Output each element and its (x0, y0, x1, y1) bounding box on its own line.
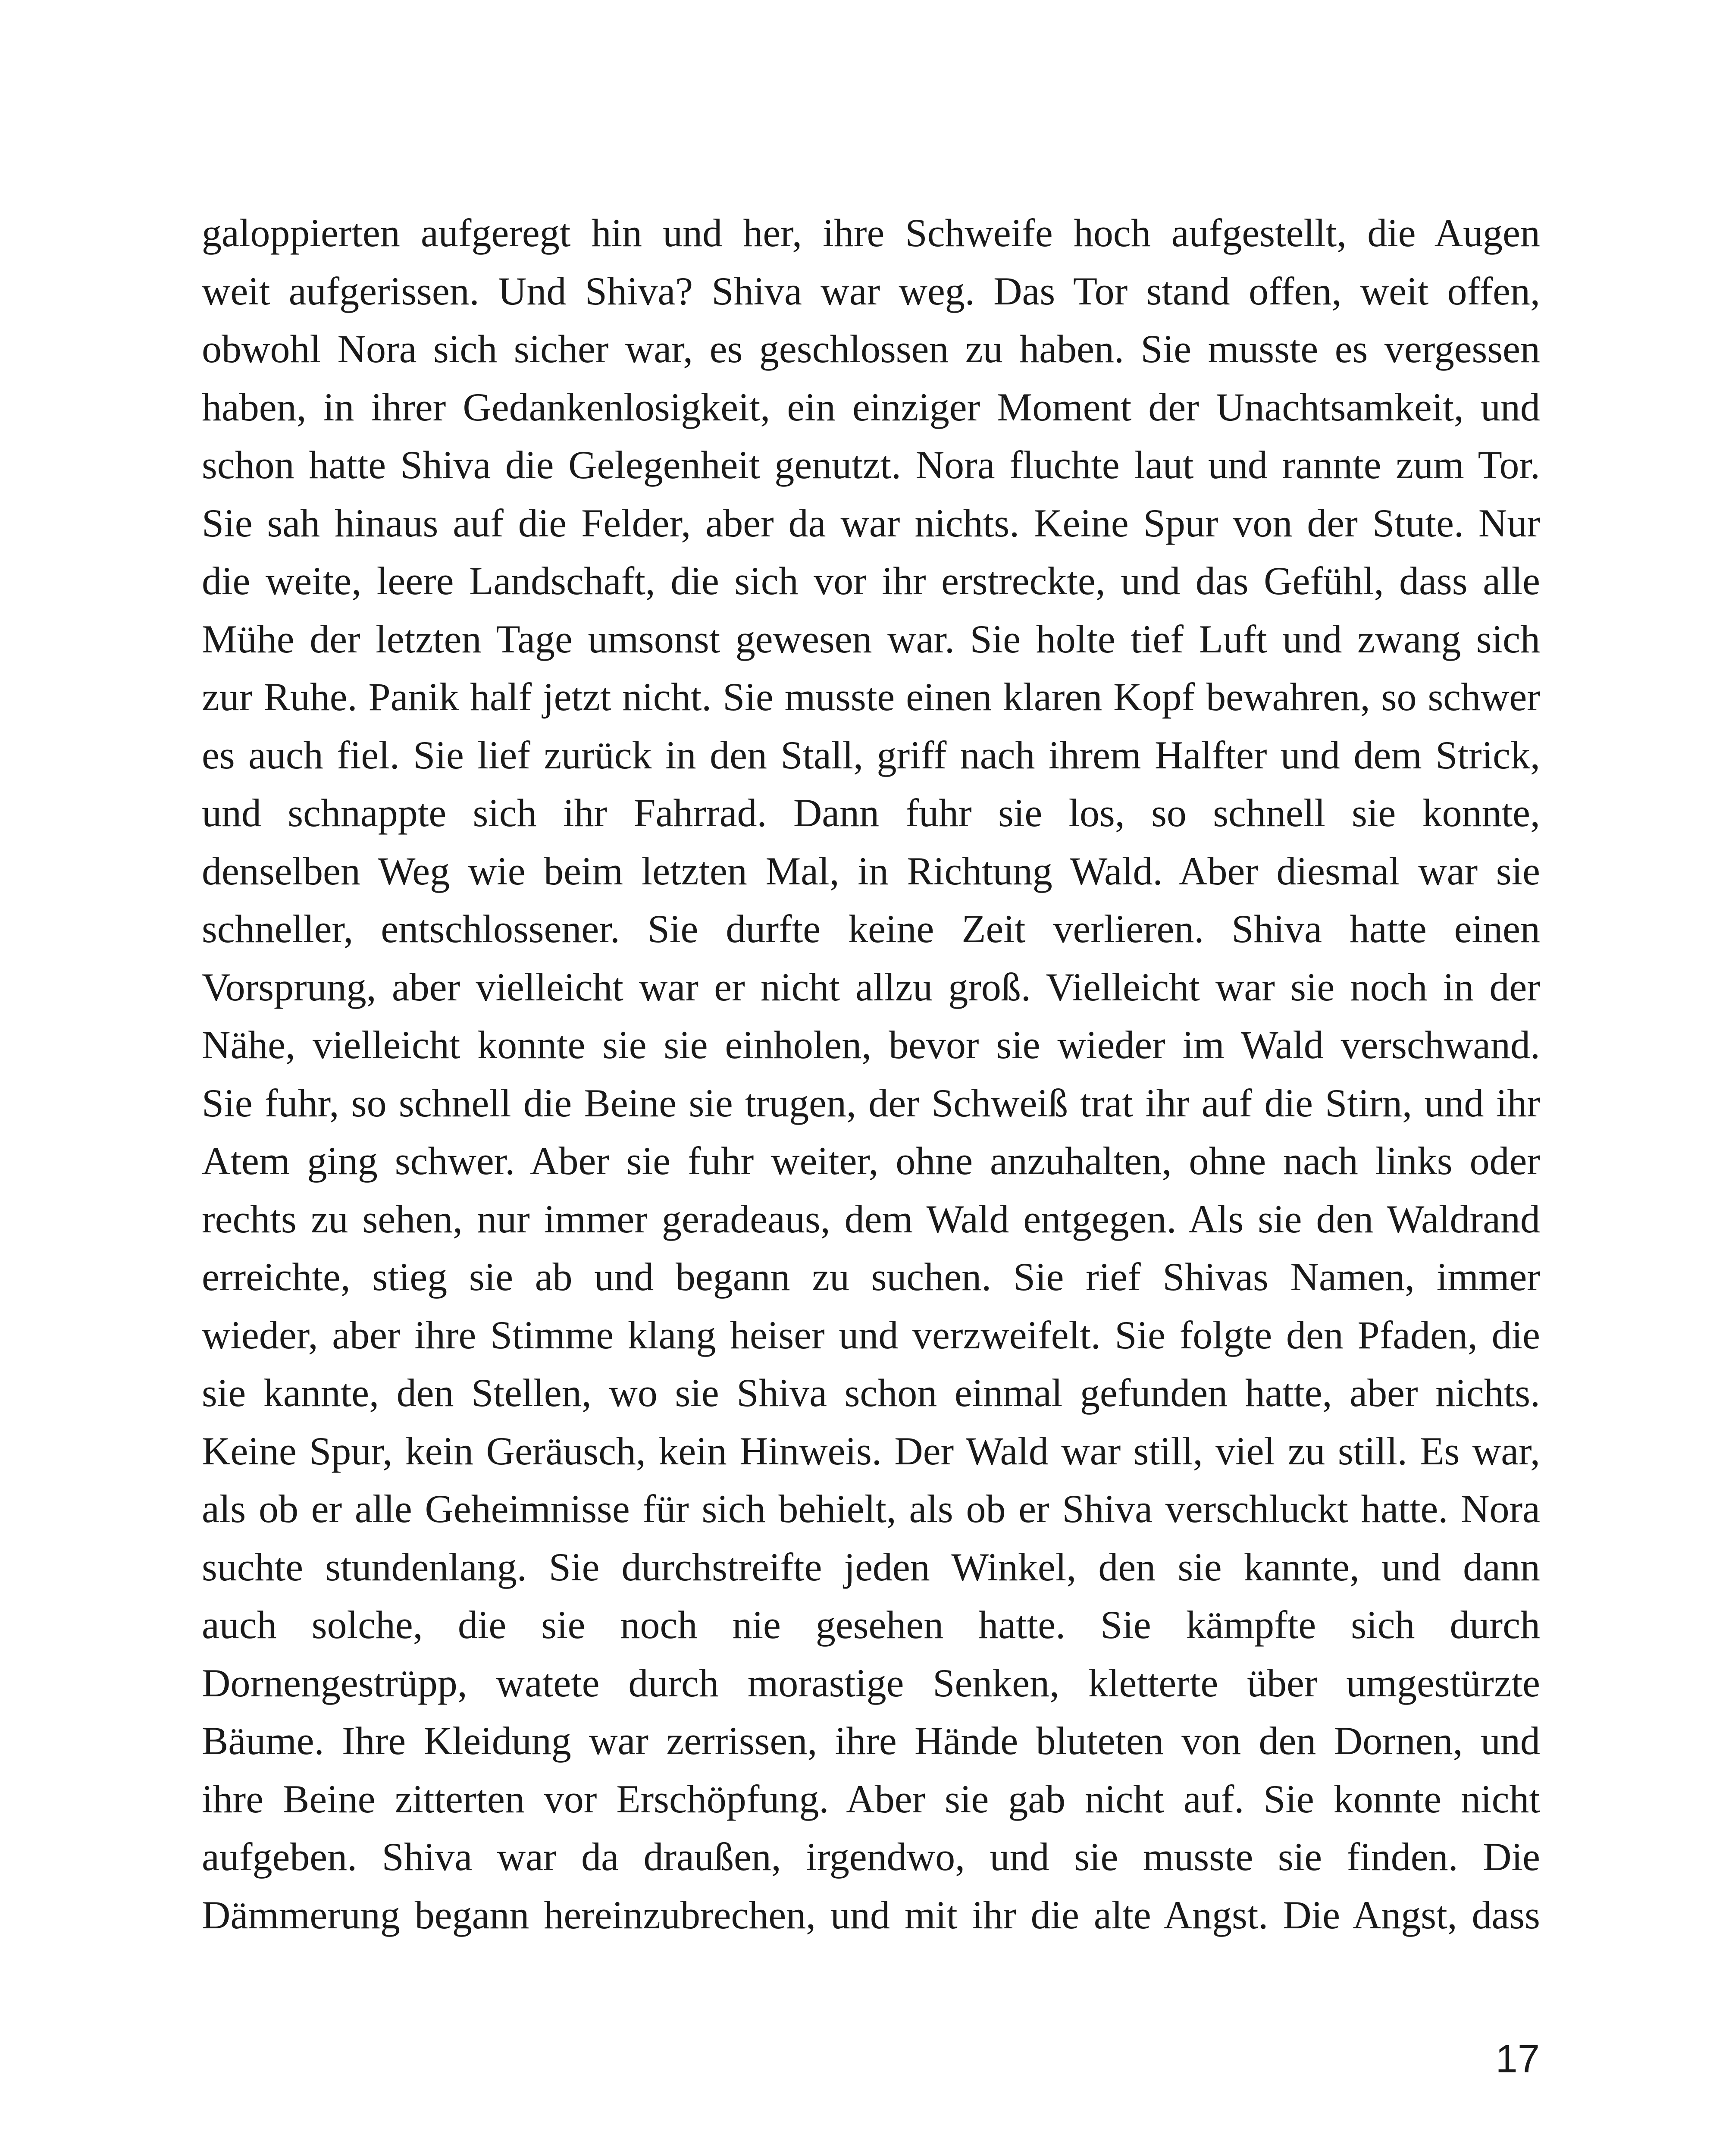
text-line: galoppierten aufgeregt hin und her, ihre Schweife hoch aufgestellt, die Augen (202, 211, 1540, 255)
text-line: aufgeben. Shiva war da draußen, irgendwo, und sie musste sie finden. Die (202, 1835, 1540, 1879)
text-line: es auch fiel. Sie lief zurück in den Stall, griff nach ihrem Halfter und dem Strick, (202, 733, 1540, 777)
text-line: Sie fuhr, so schnell die Beine sie trugen, der Schweiß trat ihr auf die Stirn, und ihr (202, 1081, 1540, 1125)
text-line: Bäume. Ihre Kleidung war zerrissen, ihre Hände bluteten von den Dornen, und (202, 1719, 1540, 1763)
text-line: Keine Spur, kein Geräusch, kein Hinweis. Der Wald war still, viel zu still. Es war, (202, 1429, 1540, 1473)
text-line: Nähe, vielleicht konnte sie sie einholen, bevor sie wieder im Wald verschwand. (202, 1023, 1540, 1067)
page-number: 17 (1495, 2037, 1540, 2081)
text-line: weit aufgerissen. Und Shiva? Shiva war weg. Das Tor stand offen, weit offen, (202, 269, 1540, 313)
text-line: auch solche, die sie noch nie gesehen hatte. Sie kämpfte sich durch (202, 1603, 1540, 1647)
text-line: erreichte, stieg sie ab und begann zu suchen. Sie rief Shivas Namen, immer (202, 1255, 1540, 1299)
body-text (202, 204, 1540, 1944)
text-line: die weite, leere Landschaft, die sich vor ihr erstreckte, und das Gefühl, dass alle (202, 559, 1540, 603)
text-line: schneller, entschlossener. Sie durfte keine Zeit verlieren. Shiva hatte einen (202, 907, 1540, 951)
text-line: rechts zu sehen, nur immer geradeaus, dem Wald entgegen. Als sie den Waldrand (202, 1197, 1540, 1241)
text-line: zur Ruhe. Panik half jetzt nicht. Sie musste einen klaren Kopf bewahren, so schwer (202, 675, 1540, 719)
text-line: sie kannte, den Stellen, wo sie Shiva schon einmal gefunden hatte, aber nichts. (202, 1371, 1540, 1415)
text-line: Atem ging schwer. Aber sie fuhr weiter, ohne anzuhalten, ohne nach links oder (202, 1139, 1540, 1183)
text-line: als ob er alle Geheimnisse für sich behielt, als ob er Shiva verschluckt hatte. Nora (202, 1487, 1540, 1531)
text-line: haben, in ihrer Gedankenlosigkeit, ein einziger Moment der Unachtsamkeit, und (202, 385, 1540, 429)
text-line: obwohl Nora sich sicher war, es geschlossen zu haben. Sie musste es vergessen (202, 327, 1540, 371)
text-line: Dornengestrüpp, watete durch morastige Senken, kletterte über umgestürzte (202, 1661, 1540, 1705)
text-line: ihre Beine zitterten vor Erschöpfung. Aber sie gab nicht auf. Sie konnte nicht (202, 1777, 1540, 1821)
text-line: wieder, aber ihre Stimme klang heiser und verzweifelt. Sie folgte den Pfaden, die (202, 1313, 1540, 1357)
text-line: und schnappte sich ihr Fahrrad. Dann fuhr sie los, so schnell sie konnte, (202, 791, 1540, 835)
text-line: Dämmerung begann hereinzubrechen, und mit ihr die alte Angst. Die Angst, dass (202, 1893, 1540, 1937)
text-line: Sie sah hinaus auf die Felder, aber da war nichts. Keine Spur von der Stute. Nur (202, 501, 1540, 545)
text-line: Mühe der letzten Tage umsonst gewesen war. Sie holte tief Luft und zwang sich (202, 617, 1540, 661)
text-line: suchte stundenlang. Sie durchstreifte jeden Winkel, den sie kannte, und dann (202, 1545, 1540, 1589)
text-line: Vorsprung, aber vielleicht war er nicht allzu groß. Vielleicht war sie noch in der (202, 965, 1540, 1009)
text-line: denselben Weg wie beim letzten Mal, in Richtung Wald. Aber diesmal war sie (202, 849, 1540, 893)
text-line: schon hatte Shiva die Gelegenheit genutzt. Nora fluchte laut und rannte zum Tor. (202, 443, 1540, 487)
